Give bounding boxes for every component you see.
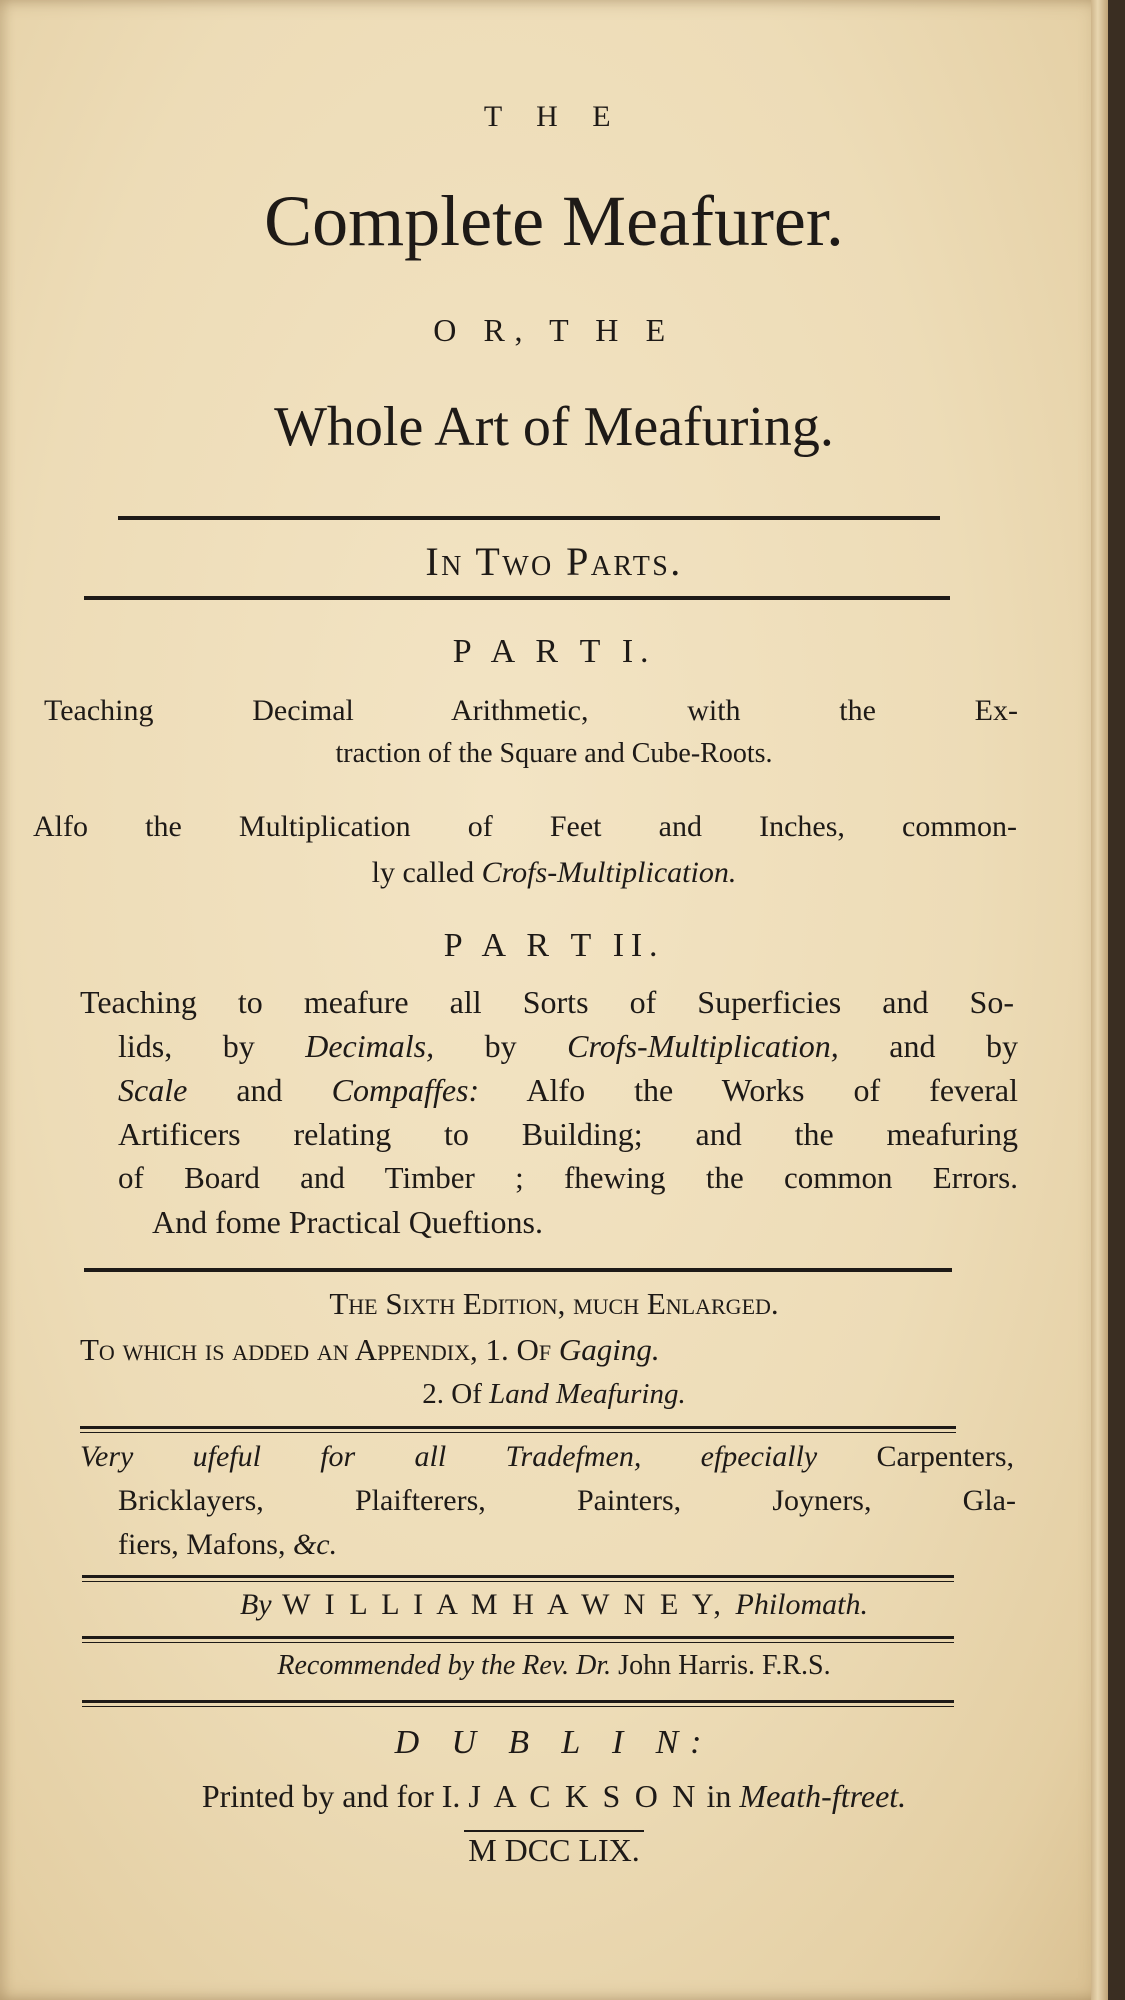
divider-rule [82,1575,954,1578]
text: 2. Of [422,1378,490,1410]
divider-rule [82,1700,954,1703]
text: in [698,1778,740,1814]
author-line [0,1588,1108,1622]
part1-line: Teaching Decimal Arithmetic, with the Ex- [44,694,1018,727]
part2-line [118,1072,1018,1109]
text: Compaffes: [331,1072,480,1108]
printer-name: J A C K S O N [468,1778,699,1814]
edition-line [0,1378,1108,1411]
author-name: W I L L I A M H A W N E Y, [271,1588,736,1621]
divider-rule [84,596,950,600]
part2-line: of Board and Timber ; fhewing the common Errors. [118,1160,1018,1195]
text: John Harris. F.R.S. [611,1650,831,1681]
text: and [187,1072,332,1108]
divider-rule [82,1636,954,1639]
edition-line [80,1332,1014,1368]
year-text: M DCC LIX. [464,1830,644,1868]
recommended-line [0,1650,1108,1682]
useful-line [80,1440,1014,1474]
the-heading: T H E [483,100,625,133]
text: and by [838,1028,1018,1064]
part2-line [118,1028,1018,1065]
text: Recommended by the Rev. Dr. [277,1650,612,1681]
part1-line: traction of the Square and Cube-Roots. [335,738,773,769]
text: by [434,1028,568,1064]
imprint-city: D U B L I N: [394,1724,714,1761]
text: Decimals, [305,1028,435,1064]
text: Alfo the Works of feveral [479,1072,1018,1108]
cross-multiplication-text: Crofs-Multiplication. [481,856,737,889]
divider-rule [118,516,940,520]
imprint-line [0,1778,1108,1815]
text: ly called [371,856,482,889]
subtitle: Whole Art of Meafuring. [274,396,834,458]
text: Meath-ftreet. [739,1778,907,1814]
part2-line: And fome Practical Queftions. [152,1204,543,1240]
text: Land Meafuring. [489,1378,686,1410]
useful-line [118,1528,337,1562]
part2-line: Teaching to meafure all Sorts of Superficies and So- [80,984,1014,1020]
part2-line: Artificers relating to Building; and the meafuring [118,1116,1018,1152]
divider-rule [80,1426,956,1429]
divider-rule [84,1268,952,1272]
part2-heading: P A R T II. [443,927,665,964]
text: &c. [292,1528,338,1561]
text: Crofs-Multiplication, [567,1028,839,1064]
text: Carpenters, [817,1440,1014,1473]
text: Scale [118,1072,188,1108]
part1-line: Alfo the Multiplication of Feet and Inches, common- [33,810,1017,843]
edition-line: The Sixth Edition, much Enlarged. [329,1286,779,1321]
or-the: O R, T H E [433,312,675,348]
part1-heading: P A R T I. [452,633,656,670]
text: To which is added an Appendix, 1. Of [80,1332,559,1367]
text: Printed by and for I. [201,1778,469,1814]
part1-line [0,856,1108,890]
useful-line: Bricklayers, Plaifterers, Painters, Joyners, Gla- [118,1484,1016,1517]
main-title: Complete Meafurer. [264,181,844,261]
text: Philomath. [735,1588,869,1621]
text: Gaging. [558,1332,660,1367]
in-two-parts: In Two Parts. [425,539,683,584]
text: lids, by [118,1028,306,1064]
page-edge [1091,0,1108,2000]
text: fiers, Mafons, [118,1528,293,1561]
imprint-year [0,1832,1108,1869]
text: By [239,1588,272,1621]
text: Very ufeful for all Tradefmen, efpecially [80,1440,818,1473]
